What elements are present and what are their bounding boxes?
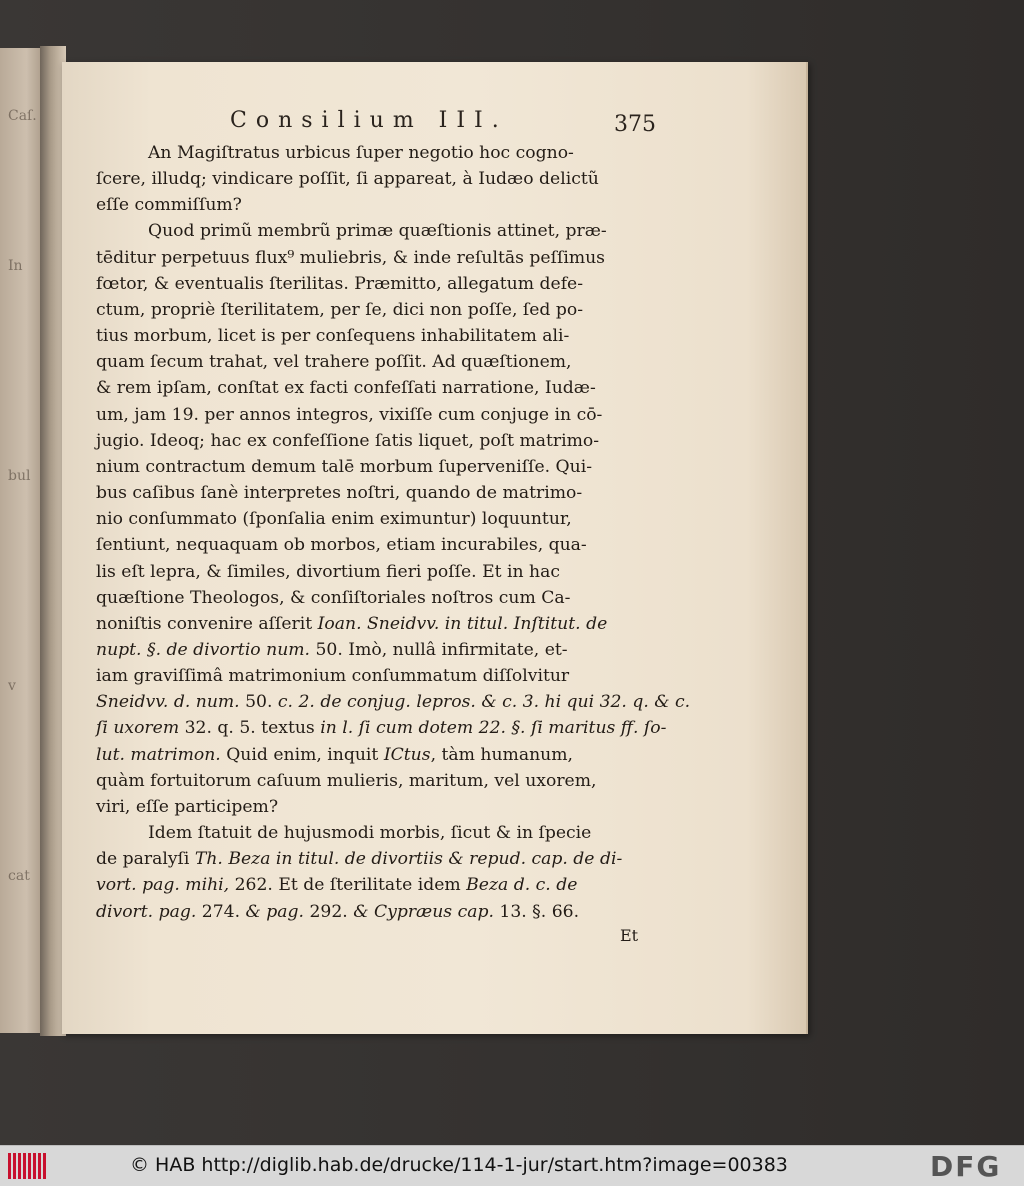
text-line	[96, 323, 656, 349]
text-segment: iam graviſſimâ matrimonium conſummatum diſſolvitur	[96, 666, 570, 687]
text-line	[96, 166, 656, 192]
text-line	[96, 218, 656, 244]
text-line	[96, 689, 691, 715]
italic-citation: & Cypræus cap.	[353, 901, 494, 922]
text-segment: 274.	[196, 901, 246, 922]
text-line	[96, 820, 656, 846]
italic-citation: & pag.	[245, 901, 305, 922]
text-line	[96, 637, 656, 663]
footer-citation-link[interactable]: © HAB http://diglib.hab.de/drucke/114-1-jur/start.htm?image=00383	[130, 1154, 788, 1176]
text-segment: eſſe commiſſum?	[96, 195, 242, 216]
text-line	[96, 899, 656, 925]
text-line	[96, 611, 656, 637]
facing-page-fragment: Caſ.	[8, 108, 37, 124]
text-segment: 50.	[239, 692, 278, 713]
italic-citation: Ioan. Sneidvv. in titul. Inſtitut. de	[317, 613, 608, 634]
text-segment: de paralyſi	[96, 849, 195, 870]
text-segment: ſcere, illudq; vindicare poſſit, ſi appareat, à Iudæo delictũ	[96, 169, 599, 190]
facing-page-edge	[0, 48, 45, 1033]
running-head: Consilium III.	[230, 108, 508, 133]
text-line	[96, 428, 656, 454]
text-line	[96, 271, 656, 297]
text-segment: Idem ſtatuit de hujusmodi morbis, ſicut & in ſpecie	[148, 823, 592, 844]
italic-citation: Th. Beza in titul. de divortiis & repud. cap. de di-	[194, 849, 623, 870]
italic-citation: nupt. §. de divortio num.	[96, 639, 311, 660]
text-segment: , tàm humanum,	[430, 744, 573, 765]
text-line	[96, 192, 656, 218]
catchword: Et	[620, 926, 639, 945]
facing-page-fragment: v	[8, 678, 16, 694]
text-segment: quam ſecum trahat, vel trahere poſſit. Ad quæſtionem,	[96, 352, 572, 373]
italic-citation: Beza d. c. de	[466, 875, 578, 896]
text-line	[96, 559, 656, 585]
text-line	[96, 846, 656, 872]
text-line	[96, 480, 656, 506]
text-segment: noniſtis convenire aſſerit	[96, 613, 318, 634]
text-segment: jugio. Ideoq; hac ex confeſſione ſatis liquet, poſt matrimo-	[96, 430, 600, 451]
text-segment: fœtor, & eventualis ſterilitas. Præmitto, allegatum defe-	[96, 273, 584, 294]
text-segment: Quid enim, inquit	[220, 744, 384, 765]
text-segment: quæſtione Theologos, & conſiſtoriales noſtros cum Ca-	[96, 587, 571, 608]
text-segment: viri, eſſe participem?	[96, 796, 279, 817]
text-segment: tius morbum, licet is per conſequens inhabilitatem ali-	[96, 326, 570, 347]
italic-citation: vort. pag. mihi,	[96, 875, 230, 896]
text-line	[96, 715, 667, 741]
text-line	[96, 768, 656, 794]
text-segment: nio conſummato (ſponſalia enim eximuntur) loquuntur,	[96, 509, 572, 530]
facing-page-fragment: bul	[8, 468, 31, 484]
text-segment: An Magiſtratus urbicus ſuper negotio hoc cogno-	[148, 143, 574, 163]
italic-citation: ICtus	[383, 744, 431, 765]
text-line	[96, 506, 656, 532]
body-text	[96, 140, 691, 925]
page-number: 375	[614, 112, 656, 137]
text-line	[96, 297, 656, 323]
italic-citation: Sneidvv. d. num.	[96, 692, 240, 713]
text-line	[96, 402, 656, 428]
text-segment: & rem ipſam, conſtat ex facti confeſſati narratione, Iudæ-	[96, 378, 596, 399]
text-line	[96, 375, 656, 401]
text-segment: nium contractum demum talē morbum ſuperveniſſe. Qui-	[96, 456, 593, 477]
text-line	[96, 245, 656, 271]
text-line	[96, 349, 656, 375]
footer-bar	[0, 1145, 1024, 1186]
text-segment: Quod primũ membrũ primæ quæſtionis attinet, præ-	[148, 221, 607, 242]
italic-citation: in l. ſi cum dotem 22. §. ſi maritus ff. ſo-	[320, 718, 667, 739]
text-segment: ſentiunt, nequaquam ob morbos, etiam incurabiles, qua-	[96, 535, 587, 556]
italic-citation: divort. pag.	[96, 901, 197, 922]
text-line	[96, 585, 656, 611]
dfg-logo: DFG	[930, 1150, 1002, 1183]
text-segment: tēditur perpetuus flux⁹ muliebris, & inde reſultās peſſimus	[96, 247, 606, 268]
text-line	[96, 794, 656, 820]
text-segment: quàm fortuitorum caſuum mulieris, maritum, vel uxorem,	[96, 770, 597, 791]
text-segment: 292.	[304, 901, 354, 922]
text-line	[96, 140, 656, 166]
text-segment: 50. Imò, nullâ infirmitate, et-	[310, 639, 568, 660]
text-line	[96, 454, 656, 480]
text-line	[96, 742, 656, 768]
text-line	[96, 663, 656, 689]
italic-citation: lut. matrimon.	[96, 744, 221, 765]
text-segment: lis eſt lepra, & ſimiles, divortium fieri poſſe. Et in hac	[96, 561, 560, 582]
text-line	[96, 532, 656, 558]
text-segment: 32. q. 5. textus	[179, 718, 321, 739]
text-segment: 13. §. 66.	[493, 901, 580, 922]
italic-citation: ſi uxorem	[96, 718, 180, 739]
hab-barcode-logo-icon	[8, 1152, 46, 1180]
text-segment: bus caſibus ſanè interpretes noſtri, quando de matrimo-	[96, 483, 583, 504]
text-line	[96, 872, 656, 898]
facing-page-fragment: cat	[8, 868, 30, 884]
text-segment: 262. Et de ſterilitate idem	[229, 875, 467, 896]
facing-page-fragment: In	[8, 258, 23, 274]
text-segment: um, jam 19. per annos integros, vixiſſe cum conjuge in cō-	[96, 404, 603, 425]
italic-citation: c. 2. de conjug. lepros. & c. 3. hi qui 32. q. & c.	[277, 692, 691, 713]
text-segment: ctum, propriè ſterilitatem, per ſe, dici non poſſe, ſed po-	[96, 299, 584, 320]
